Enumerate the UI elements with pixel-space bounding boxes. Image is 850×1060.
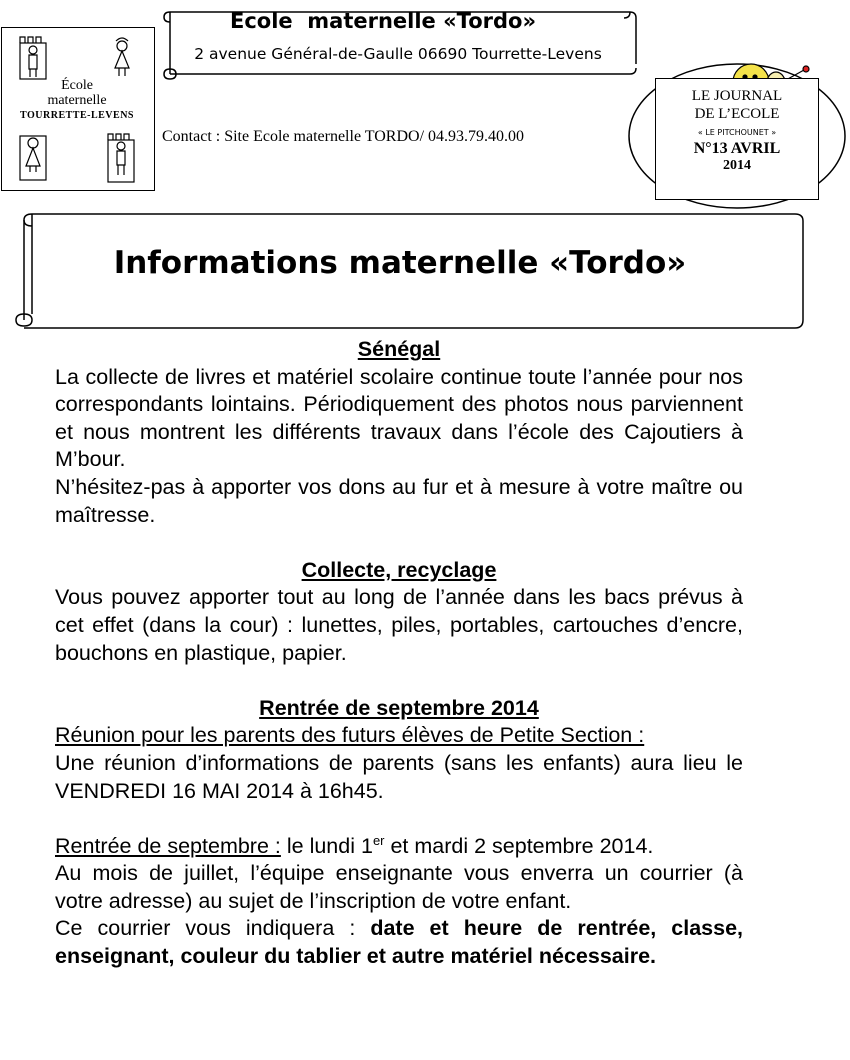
rentree-subheading-reunion: Réunion pour les parents des futurs élèves de Petite Section :: [55, 723, 645, 748]
school-address: 2 avenue Général-de-Gaulle 06690 Tourrette-Levens: [194, 45, 602, 63]
contact-info: Contact : Site Ecole maternelle TORDO/ 04.93.79.40.00: [162, 128, 525, 145]
logo-line2: maternelle: [47, 93, 107, 108]
logo-caption: [2, 78, 152, 123]
journal-year: 2014: [723, 158, 751, 173]
article-body: [55, 336, 743, 971]
page-title: Informations maternelle «Tordo»: [113, 245, 687, 281]
rentree-dates-part2: et mardi 2 septembre 2014.: [384, 833, 654, 858]
journal-title-line2: DE L’ECOLE: [694, 106, 780, 122]
section-heading-rentree: Rentrée de septembre 2014: [259, 695, 539, 720]
logo-line1: École: [61, 78, 93, 93]
rentree-dates-sup: er: [372, 832, 385, 848]
rentree-paragraph-1: Une réunion d’informations de parents (sans les enfants) aura lieu le VENDREDI 16 MAI 2014 à 16h45.: [55, 750, 743, 803]
school-name: Ecole maternelle «Tordo»: [229, 9, 537, 33]
rentree-dates-line: [55, 833, 743, 861]
collecte-paragraph-1: Vous pouvez apporter tout au long de l’année dans les bacs prévus à cet effet (dans la cour) : lunettes, piles, portables, cartouches d’encre, bouchons en plastique, papier.: [55, 585, 743, 665]
section-heading-collecte: Collecte, recyclage: [301, 557, 497, 582]
senegal-paragraph-1: La collecte de livres et matériel scolaire continue toute l’année pour nos correspondants lointains. Périodiquement des photos nous parviennent et nous montrent les différents travaux dans l’école des Cajoutiers à M’bour.: [55, 364, 743, 472]
journal-badge: [655, 78, 819, 200]
journal-title-line1: LE JOURNAL: [691, 88, 783, 104]
rentree-subheading-septembre: Rentrée de septembre :: [55, 833, 281, 858]
logo-line3: TOURRETTE-LEVENS: [20, 110, 134, 121]
journal-issue: N°13 AVRIL: [693, 140, 781, 157]
journal-subtitle: « LE PITCHOUNET »: [697, 128, 777, 137]
senegal-paragraph-2: N’hésitez-pas à apporter vos dons au fur et à mesure à votre maître ou maîtresse.: [55, 474, 743, 527]
rentree-dates-part1: le lundi 1: [280, 833, 373, 858]
rentree-p4-bold: date et heure de rentrée, classe, enseignant, couleur du tablier et autre matériel nécessaire.: [55, 916, 744, 969]
rentree-paragraph-3: Au mois de juillet, l’équipe enseignante vous enverra un courrier (à votre adresse) au sujet de l’inscription de votre enfant.: [55, 861, 743, 913]
school-logo: [1, 27, 155, 191]
rentree-p4-intro: Ce courrier vous indiquera :: [55, 916, 371, 941]
section-heading-senegal: Sénégal: [357, 337, 441, 361]
rentree-paragraph-4: [55, 915, 743, 970]
